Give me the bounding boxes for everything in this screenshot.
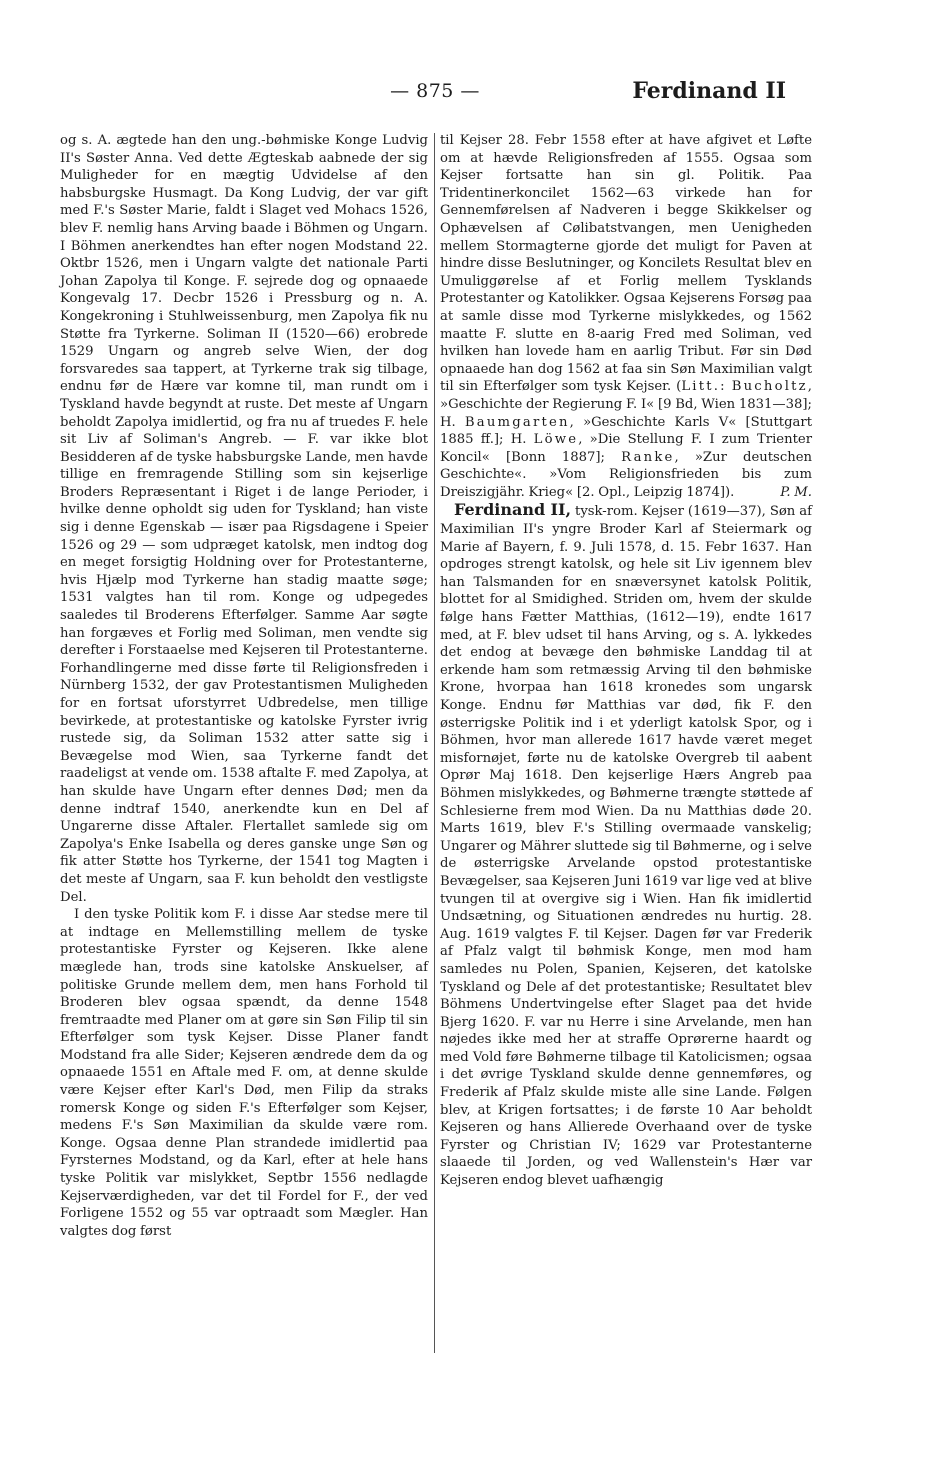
right-paragraph-2 <box>440 501 812 1189</box>
entry-body: tysk-rom. Kejser (1619—37), Søn af Maximilian II's yngre Broder Karl af Steiermark og Marie af Bayern, f. 9. Juli 1578, d. 15. Febr 1637. Han opdroges strengt katolsk, og hele sit Liv igennem blev han Talsmanden for en snæversynet katolsk Politik, blottet for al Smidighed. Striden om, hvem der skulde følge hans Fætter Matthias, (1612—19), endte 1617 med, at F. blev udset til hans Arving, og s. A. lykkedes det endog at bevæge den bøhmiske Landdag til at erkende ham som retmæssig Arving til den bøhmiske Krone, hvorpaa han 1618 kronedes som ungarsk Konge. Endnu før Matthias var død, fik F. den østerrigske Politik ind i et yderligt katolsk Spor, og i Böhmen, hvor man allerede 1617 havde været meget misfornøjet, førte nu de katolske Overgreb til aabent Oprør Maj 1618. Den kejserlige Hærs Angreb paa Böhmen mislykkedes, og Bøhmerne trængte støttede af Schlesierne frem mod Wien. Da nu Matthias døde 20. Marts 1619, blev F.'s Stilling overmaade vanskelig; Ungarer og Mährer sluttede sig til Bøhmerne, og i selve de østerrigske Arvelande opstod protestantiske Bevægelser, saa Kejseren Juni 1619 var lige ved at blive tvungen til at overgive sig i Wien. Han fik imidlertid Undsætning, og Situationen ændredes nu hurtig. 28. Aug. 1619 valgtes F. til Kejser. Dagen før var Frederik af Pfalz valgt til bøhmisk Konge, men mod ham samledes nu Polen, Spanien, Kejseren, det katolske Tyskland og Dele af det protestantiske; Resultatet blev Böhmens Undertvingelse efter Slaget paa det hvide Bjerg 1620. F. var nu Herre i sine Arvelande, men han nøjedes ikke med her at straffe Oprørerne haardt og med Vold føre Bøhmerne tilbage til Katolicismen; ogsaa i det øvrige Tyskland skulde denne gennemføres, og Frederik af Pfalz skulde miste alle sine Lande. Følgen blev, at Krigen fortsattes; i de første 10 Aar beholdt Kejseren og hans Allierede Overhaand over de tyske Fyrster og Christian IV; 1629 var Protestanterne slaaede til Jorden, og ved Wallenstein's Hær var Kejseren endog blevet uafhængig <box>440 504 812 1189</box>
author-ranke: Ranke <box>621 449 675 465</box>
literature-label: Litt.: <box>681 379 727 395</box>
left-paragraph-1: og s. A. ægtede han den ung.-bøhmiske Konge Ludvig II's Søster Anna. Ved dette Ægteskab aabnede der sig Muligheder for en mægtig Udvidelse af den habsburgske Husmagt. Da Kong Ludvig, der var gift med F.'s Søster Marie, faldt i Slaget ved Mohacs 1526, blev F. nemlig hans Arving baade i Böhmen og Ungarn. I Böhmen anerkendtes han efter nogen Modstand 22. Oktbr 1526, men i Ungarn valgte det nationale Parti Johan Zapolya til Konge. F. sejrede dog og opnaaede Kongevalg 17. Decbr 1526 i Pressburg og n. A. Kongekroning i Stuhlweissenburg, men Zapolya fik nu Støtte fra Tyrkerne. Soliman II (1520—66) erobrede 1529 Ungarn og angreb selve Wien, der dog forsvaredes saa tappert, at Tyrkerne trak sig tilbage, endnu før de Hære var komne til, man rundt om i Tyskland havde begyndt at ruste. Det meste af Ungarn beholdt Zapolya imidlertid, og fra nu af truedes F. hele sit Liv af Soliman's Angreb. — F. var ikke blot Besidderen af de tyske habsburgske Lande, men havde tillige en fremragende Stilling som sin kejserlige Broders Repræsentant i Riget i de lange Perioder, i hvilke denne opholdt sig uden for Tyskland; han viste sig i denne Egenskab — især paa Rigsdagene i Speier 1526 og 29 — som udpræget katolsk, men indtog dog en meget forsigtig Holdning over for Protestanterne, hvis Hjælp mod Tyrkerne han stadig maatte søge; 1531 valgtes han til rom. Konge og udpegedes saaledes til Broderens Efterfølger. Samme Aar søgte han forgæves et Forlig med Soliman, men vendte sig derefter i Forstaaelse med Kejseren til Protestanterne. Forhandlingerne med disse førte til Religionsfreden i Nürnberg 1532, der gav Protestantismen Muligheden for en fortsat uforstyrret Udbredelse, men tillige bevirkede, at protestantiske og katolske Fyrster ivrig rustede sig, da Soliman 1532 atter satte sig i Bevægelse mod Wien, saa Tyrkerne fandt det raadeligst at vende om. 1538 aftalte F. med Zapolya, at han skulde have Ungarn efter dennes Død; men da denne indtraf 1540, anerkendte kun en Del af Ungarerne disse Aftaler. Flertallet samlede sig om Zapolya's Enke Isabella og deres ganske unge Søn og fik atter Støtte hos Tyrkerne, der 1541 tog Magten i det meste af Ungarn, saa F. kun beholdt den vestligste Del. <box>60 133 428 905</box>
ref-ranke: , »Zur deutschen Geschichte«. »Vom Religionsfrieden bis zum Dreiszigjähr. Krieg« [2. Opl., Leipzig 1874]). <box>440 449 813 500</box>
left-column <box>60 132 428 1240</box>
right-column <box>440 132 812 1190</box>
right-paragraph-1 <box>440 132 812 501</box>
author-signature: P. M. <box>780 484 812 500</box>
ref-baumgarten: , »Geschichte Karls V« [Stuttgart 1885 ff.]; H. <box>440 414 812 448</box>
ref-lowe: , »Die Stellung F. I zum Trienter Koncil« [Bonn 1887]; <box>440 432 812 465</box>
left-paragraph-2: I den tyske Politik kom F. i disse Aar stedse mere til at indtage en Mellemstilling mellem de tyske protestantiske Fyrster og Kejseren. Ikke alene mæglede han, trods sine katolske Anskuelser, af politiske Grunde mellem dem, men hans Forhold til Broderen blev ogsaa spændt, da denne 1548 fremtraadte med Planer om at gøre sin Søn Filip til sin Efterfølger som tysk Kejser. Disse Planer fandt Modstand fra alle Sider; Kejseren ændrede dem da og opnaaede 1551 en Aftale med F. om, at denne skulde være Kejser efter Karl's Død, men Filip da straks romersk Konge og siden F.'s Efterfølger som Kejser, medens F.'s Søn Maximilian da skulde være rom. Konge. Ogsaa denne Plan strandede imidlertid paa Fyrsternes Modstand, og da Karl, efter at hele hans tyske Politik var mislykket, Septbr 1556 nedlagde Kejserværdigheden, var det til Fordel for F., der ved Forligene 1552 og 55 var optraadt som Mægler. Han valgtes dog først <box>60 907 428 1239</box>
author-lowe: Löwe <box>533 432 579 448</box>
entry-headword: Ferdinand II, <box>454 500 572 520</box>
author-baumgarten: Baumgarten <box>464 414 570 430</box>
ref-bucholtz: , »Geschichte der Regierung F. I« [9 Bd, Wien 1831—38]; H. <box>440 379 812 430</box>
page-number: — 875 — <box>390 80 480 102</box>
author-bucholtz: Bucholtz <box>731 379 808 395</box>
entry-continuation-text: til Kejser 28. Febr 1558 efter at have afgivet et Løfte om at hævde Religionsfreden af 1555. Ogsaa som Kejser fortsatte han sin gl. Politik. Paa Tridentinerkoncilet 1562—63 virkede han for Gennemførelsen af Nadveren i begge Skikkelser og Ophævelsen af Cølibatstvangen, men Uenigheden mellem Stormagterne gjorde det muligt for Paven at hindre disse Beslutninger, og Koncilets Resultat blev en Umuliggørelse af et Forlig mellem Tysklands Protestanter og Katolikker. Ogsaa Kejserens Forsøg paa at samle disse mod Tyrkerne mislykkedes, og 1562 maatte F. slutte en 8-aarig Fred med Soliman, ved hvilken han lovede ham en aarlig Tribut. Før sin Død opnaaede han dog 1562 at faa sin Søn Maximilian valgt til sin Efterfølger som tysk Kejser. ( <box>440 133 812 395</box>
column-divider <box>434 133 435 1353</box>
running-head: Ferdinand II <box>632 78 786 104</box>
